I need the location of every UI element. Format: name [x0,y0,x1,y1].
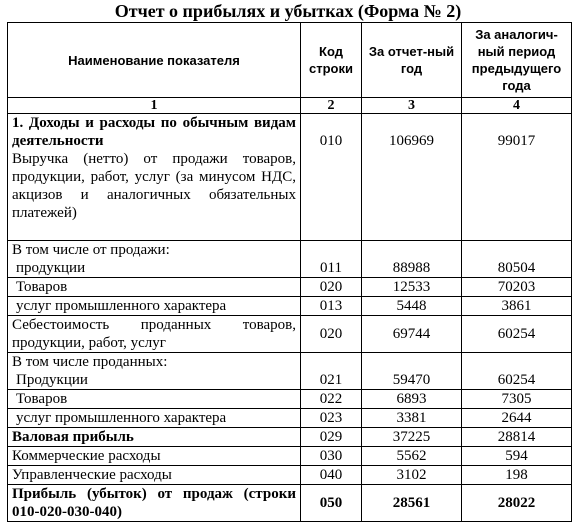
row-current: 5562 [362,447,462,466]
section-title: 1. Доходы и расходы по обычным видам деятельности [12,115,296,149]
row-previous: 594 [462,447,572,466]
row-previous: 70203 [462,278,572,297]
row-current: 5448 [362,297,462,316]
table-row-sales-profit [8,485,572,522]
row-current: 59470 [362,353,462,390]
row-label-text: услуг промышленного характера [16,298,227,314]
row-current: 106969 [362,114,462,241]
row-label [8,428,301,447]
row-previous: 3861 [462,297,572,316]
row-label-text: Товаров [16,279,68,295]
row-label [8,353,301,390]
column-number: 3 [362,98,462,114]
row-previous: 28814 [462,428,572,447]
row-label-text: Себестоимость проданных товаров, продукции, работ, услуг [12,317,296,351]
table-row-commercial [8,447,572,466]
row-label [8,390,301,409]
row-label [8,241,301,278]
report-title: Отчет о прибылях и убытках (Форма № 2) [114,1,462,21]
row-previous: 60254 [462,316,572,353]
header-previous-period: За аналогич-ный период предыдущего года [462,23,572,98]
row-previous: 7305 [462,390,572,409]
row-current: 12533 [362,278,462,297]
row-label [8,114,301,241]
row-label-text: Продукции [16,372,88,388]
row-code: 029 [301,428,362,447]
row-previous: 80504 [462,241,572,278]
row-previous: 198 [462,466,572,485]
subheading: В том числе от продажи: [12,242,170,258]
table-row-cost-products [8,353,572,390]
row-code: 020 [301,278,362,297]
table-row-sales-services [8,297,572,316]
row-code: 050 [301,485,362,522]
row-code: 020 [301,316,362,353]
revenue-label: Выручка (нетто) от продажи товаров, продукции, работ, услуг (за минусом НДС, акцизов и аналогичных обязательных платежей) [12,151,296,221]
header-reporting-year: За отчет-ный год [362,23,462,98]
row-label [8,278,301,297]
row-code: 040 [301,466,362,485]
row-previous: 99017 [462,114,572,241]
row-label [8,316,301,353]
row-code: 021 [301,353,362,390]
header-line-code: Код строки [301,23,362,98]
header-row [8,23,572,98]
row-label-text: услуг промышленного характера [16,410,227,426]
table-row-admin [8,466,572,485]
row-current: 3102 [362,466,462,485]
row-label-text: Товаров [16,391,68,407]
row-label-text: Прибыль (убыток) от продаж (строки 010-020-030-040) [12,486,296,520]
row-current: 69744 [362,316,462,353]
column-number: 4 [462,98,572,114]
row-label [8,297,301,316]
row-label [8,466,301,485]
table-row-cost-goods [8,390,572,409]
row-current: 6893 [362,390,462,409]
header-indicator-name: Наименование показателя [8,23,301,98]
row-code: 010 [301,114,362,241]
row-label-text: продукции [16,260,86,276]
row-current: 3381 [362,409,462,428]
row-label-text: Валовая прибыль [12,429,134,445]
row-label [8,447,301,466]
row-label [8,485,301,522]
row-label [8,409,301,428]
table-row-cost [8,316,572,353]
column-number: 2 [301,98,362,114]
row-previous: 28022 [462,485,572,522]
row-previous: 2644 [462,409,572,428]
table-row-sales-products [8,241,572,278]
row-code: 013 [301,297,362,316]
table-row-gross-profit [8,428,572,447]
row-code: 011 [301,241,362,278]
table-row-sales-goods [8,278,572,297]
row-current: 88988 [362,241,462,278]
row-code: 023 [301,409,362,428]
row-code: 030 [301,447,362,466]
column-number: 1 [8,98,301,114]
row-previous: 60254 [462,353,572,390]
column-numbers-row [8,98,572,114]
row-code: 022 [301,390,362,409]
row-label-text: Коммерческие расходы [12,448,161,464]
row-current: 28561 [362,485,462,522]
income-statement-table [7,22,572,522]
table-row-cost-services [8,409,572,428]
row-label-text: Управленческие расходы [12,467,172,483]
row-current: 37225 [362,428,462,447]
table-row-revenue [8,114,572,241]
subheading: В том числе проданных: [12,354,168,370]
